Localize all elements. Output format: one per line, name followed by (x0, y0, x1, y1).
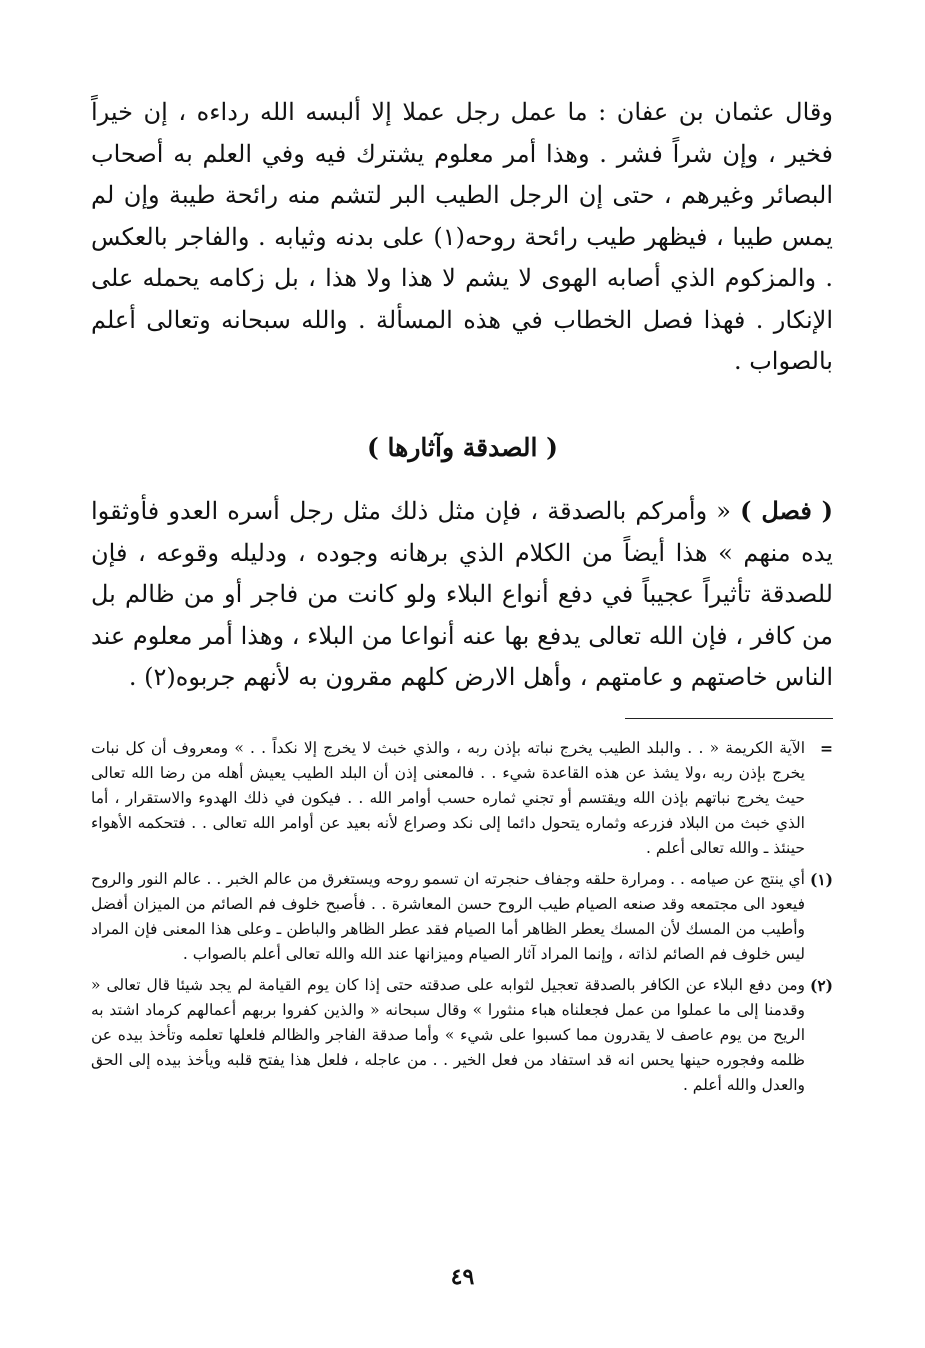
footnote-text: ومن دفع البلاء عن الكافر بالصدقة تعجيل لثوابه على صدقته حتى إذا كان يوم القيامة لم يجد شيئا قال تعالى « وقدمنا إلى ما عملوا من عمل فجعلناه هباء منثورا » وقال سبحانه « والذين كفروا بربهم أعمالهم كرماد اشتد به الريح من يوم عاصف لا يقدرون مما كسبوا على شيء » وأما صدقة الفاجر والظالم فلعلها تعلمه وتأخذ بيده عن ظلمه وفجوره حينها يحس انه قد استفاد من فعل الخير . . من عاجله ، فلعل هذا يفتح قلبه ويأخذ بيده إلى الحق والعدل والله أعلم . (91, 976, 805, 1094)
footnote-mark: (٢) (809, 976, 833, 995)
footnote-mark: = (820, 739, 833, 758)
section-lead: ( فصل ) (740, 496, 833, 525)
footnote-1 (91, 867, 833, 967)
footnote-2 (91, 973, 833, 1098)
footnote-text: أي ينتج عن صيامه . . ومرارة حلقه وجفاف حنجرته ان تسمو روحه ويستغرق من عالم الخبر . . عالم النور والروح فيعود الى مجتمعه وقد صنعه الصيام طيب الروح حسن المعاشرة . . فأصبح خلوف فم الصائم من الميزان أفضل وأطيب من المسك لأن المسك يعطر الظاهر أما الصيام فقد عطر الظاهر والباطن ـ وعلى هذا المعنى فإن المراد ليس خلوف فم الصائم لذاته ، وإنما المراد آثار الصيام وميزانها عند الله والله تعالى أعلم بالصواب . (91, 870, 805, 963)
page-number: ٤٩ (450, 1264, 475, 1290)
footnote-text: الآية الكريمة « . . والبلد الطيب يخرج نباته بإذن ربه ، والذي خبث لا يخرج إلا نكداً . . » ومعروف أن كل نبات يخرج بإذن ربه ،ولا يشذ عن هذه القاعدة شيء . . فالمعنى إذن أن البلد الطيب يعيش أهله من رضا الله تعالى حيث يخرج نباتهم بإذن الله ويقتسم أو تجني ثماره حسب أوامر الله . . فيكون في ذلك الهدوء والاستقرار ، أما الذي خبث من البلاد فزرعه وثماره يتحول دائما إلى نكد وصراع لأنه بعيد عن أوامر الله تعالى . . فتحكمه الأهواء حينئذ ـ والله تعالى أعلم . (91, 739, 805, 857)
footnote-divider (625, 718, 833, 719)
footnote-continued (91, 736, 833, 861)
section-paragraph (91, 490, 833, 699)
section-body: « وأمركم بالصدقة ، فإن مثل ذلك مثل رجل أسره العدو فأوثقوا يده منهم » هذا أيضاً من الكلام الذي برهانه وجوده ، ودليله وقوعه ، فإن للصدقة تأثيراً عجيباً في دفع أنواع البلاء ولو كانت من فاجر أو من ظالم بل من كافر ، فإن الله تعالى يدفع بها عنه أنواعا من البلاء ، وهذا أمر معلوم عند الناس خاصتهم و عامتهم ، وأهل الارض كلهم مقرون به لأنهم جربوه(٢) . (91, 497, 833, 691)
footnote-mark: (١) (809, 870, 833, 889)
main-paragraph: وقال عثمان بن عفان : ما عمل رجل عملا إلا ألبسه الله رداءه ، إن خيراً فخير ، وإن شراً فشر . وهذا أمر معلوم يشترك فيه وفي العلم به أصحاب البصائر وغيرهم ، حتى إن الرجل الطيب البر لتشم منه رائحة طيبة وإن لم يمس طيبا ، فيظهر طيب رائحة روحه(١) على بدنه وثيابه . والفاجر بالعكس . والمزكوم الذي أصابه الهوى لا يشم لا هذا ولا هذا ، بل زكامه يحمله على الإنكار . فهذا فصل الخطاب في هذه المسألة . والله سبحانه وتعالى أعلم بالصواب . (91, 98, 833, 375)
section-heading: ( الصدقة وآثارها ) (367, 433, 558, 462)
footnotes (91, 736, 833, 1104)
